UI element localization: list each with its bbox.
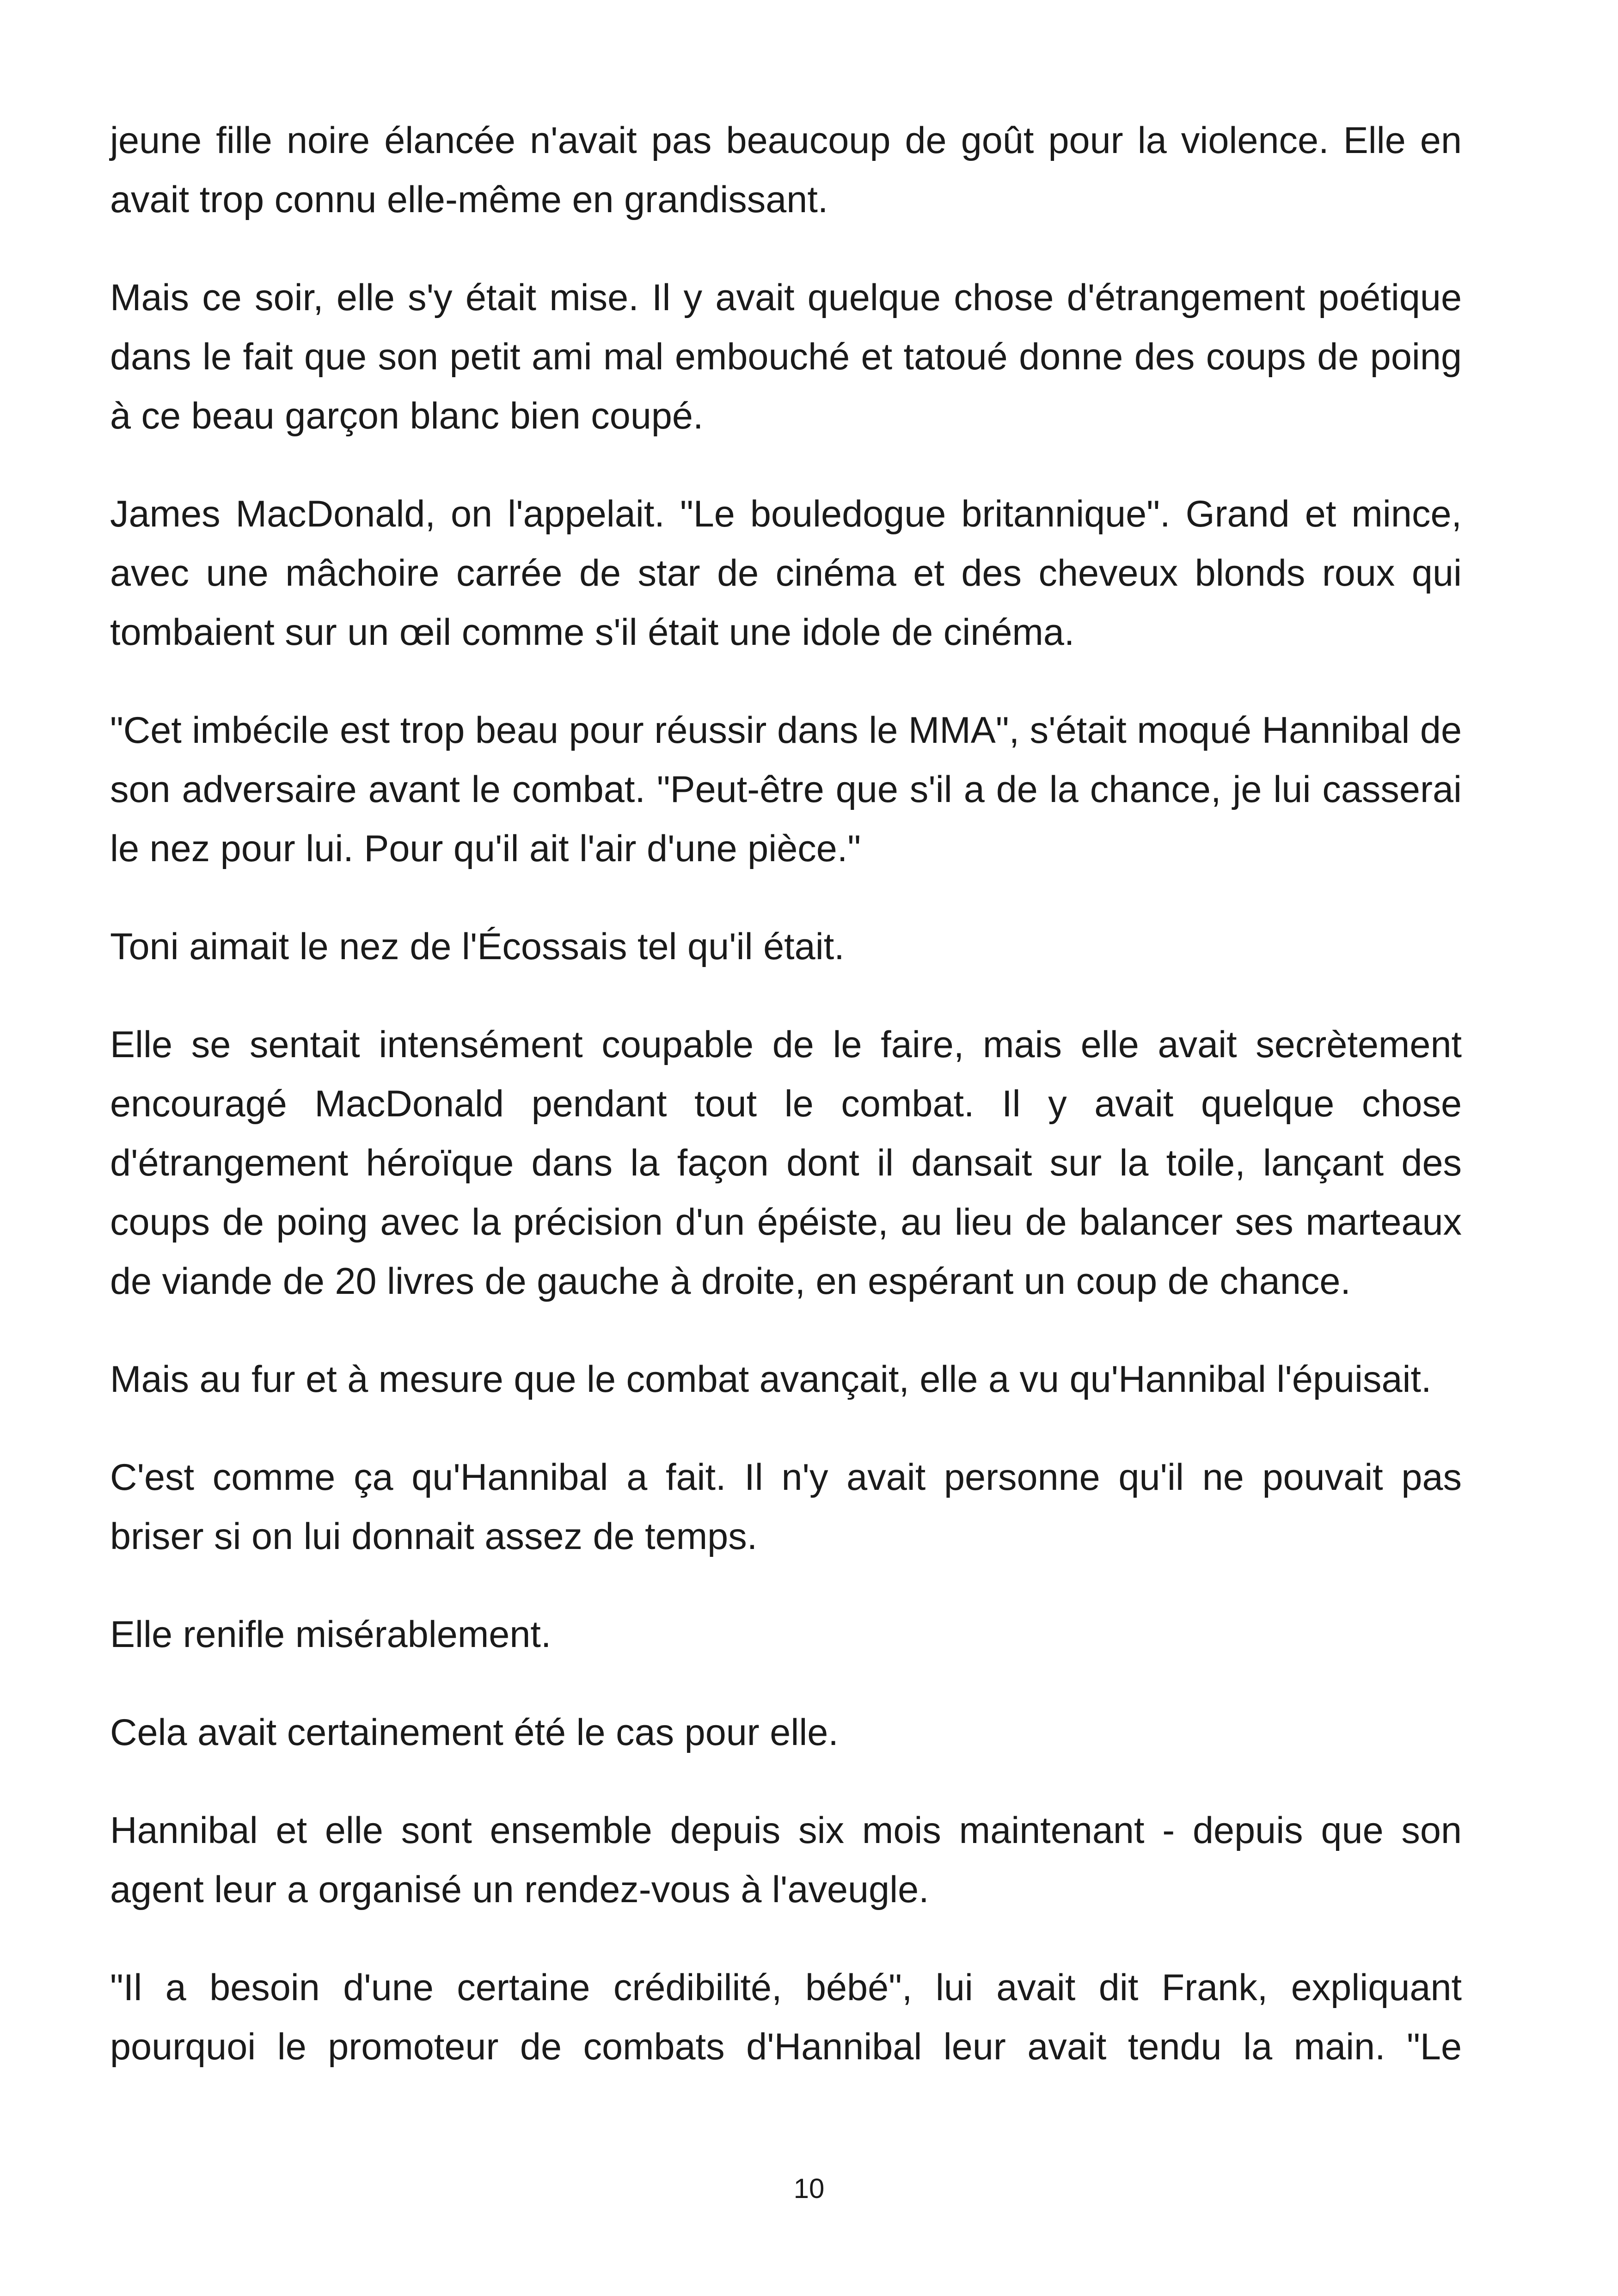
paragraph: Mais au fur et à mesure que le combat avançait, elle a vu qu'Hannibal l'épuisait.: [110, 1359, 1432, 1400]
paragraph: Toni aimait le nez de l'Écossais tel qu'il était.: [110, 926, 845, 967]
paragraph: C'est comme ça qu'Hannibal a fait. Il n'y avait personne qu'il ne pouvait pas briser si on lui donnait assez de temps.: [110, 1457, 1462, 1557]
paragraph: Mais ce soir, elle s'y était mise. Il y avait quelque chose d'étrangement poétique dans le fait que son petit ami mal embouché et tatoué donne des coups de poing à ce beau garçon blanc bien coupé.: [110, 277, 1462, 437]
paragraph: jeune fille noire élancée n'avait pas beaucoup de goût pour la violence. Elle en avait trop connu elle-même en grandissant.: [110, 120, 1462, 220]
paragraph: "Cet imbécile est trop beau pour réussir dans le MMA", s'était moqué Hannibal de son adversaire avant le combat. "Peut-être que s'il a de la chance, je lui casserai le nez pour lui. Pour qu'il ait l'air d'une pièce.": [110, 710, 1462, 869]
paragraph: Elle se sentait intensément coupable de le faire, mais elle avait secrètement encouragé MacDonald pendant tout le combat. Il y avait quelque chose d'étrangement héroïque dans la façon dont il dansait sur la toile, lançant des coups de poing avec la précision d'un épéiste, au lieu de balancer ses marteaux de viande de 20 livres de gauche à droite, en espérant un coup de chance.: [110, 1024, 1462, 1302]
paragraph: Hannibal et elle sont ensemble depuis six mois maintenant - depuis que son agent leur a organisé un rendez-vous à l'aveugle.: [110, 1810, 1462, 1910]
paragraph: Elle renifle misérablement.: [110, 1614, 552, 1655]
page-number: 10: [793, 2173, 825, 2204]
paragraph: Cela avait certainement été le cas pour elle.: [110, 1712, 839, 1753]
paragraph: James MacDonald, on l'appelait. "Le bouledogue britannique". Grand et mince, avec une mâchoire carrée de star de cinéma et des cheveux blonds roux qui tombaient sur un œil comme s'il était une idole de cinéma.: [110, 493, 1462, 653]
paragraph: "Il a besoin d'une certaine crédibilité, bébé", lui avait dit Frank, expliquant pourquoi le promoteur de combats d'Hannibal leur avait tendu la main. "Le: [110, 1967, 1462, 2068]
body-text: [110, 111, 1462, 2076]
